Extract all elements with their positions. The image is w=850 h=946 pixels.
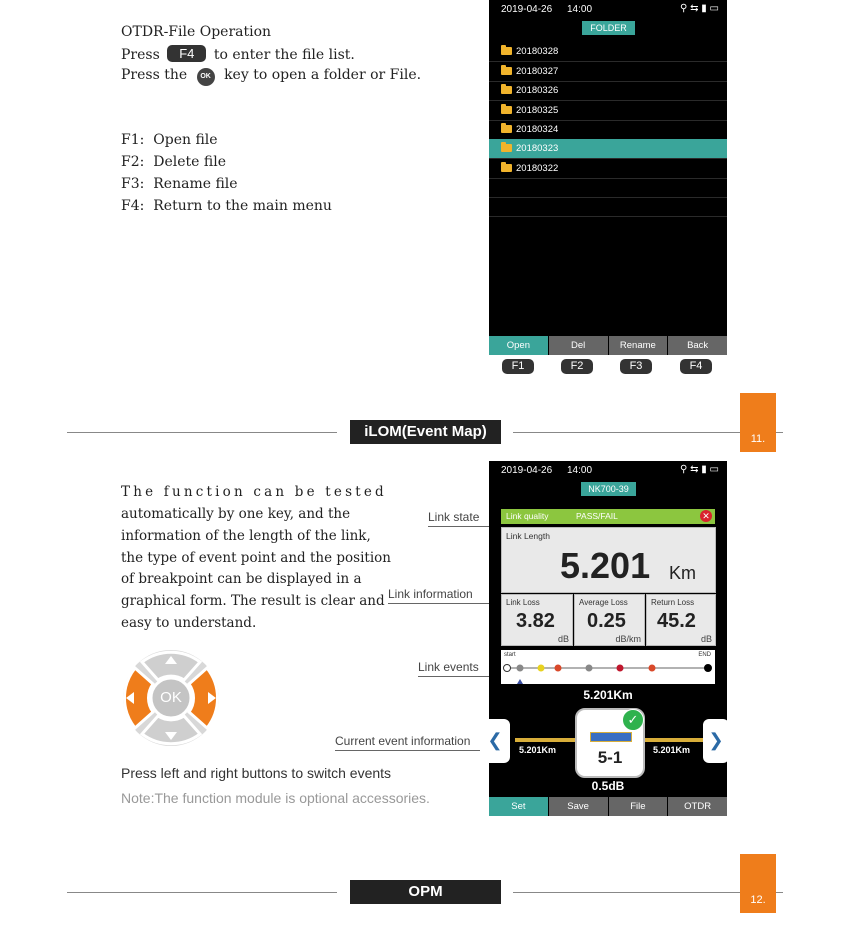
function-label: Rename file (153, 176, 238, 192)
function-key: F2 (121, 154, 140, 170)
status-bar (489, 461, 727, 481)
instruction-text: Press the (121, 67, 188, 83)
status-icons: ⚲ ⇆ ▮ ▭ (680, 3, 719, 14)
folder-name: 20180326 (516, 85, 559, 96)
metric-value: 45.2 (657, 610, 696, 632)
divider-line (67, 432, 337, 433)
metric-label: Average Loss (579, 598, 628, 607)
function-separator: : (139, 198, 145, 214)
link-length-label: Link Length (506, 531, 550, 541)
link-length-panel (501, 527, 716, 593)
description-line: automatically by one key, and the (121, 506, 351, 522)
current-event-marker (517, 679, 523, 684)
fail-icon: ✕ (700, 510, 712, 522)
event-point[interactable] (586, 665, 592, 671)
f2-key[interactable]: F2 (561, 359, 593, 374)
metric-unit: dB (700, 634, 712, 644)
folder-row[interactable] (489, 101, 727, 121)
folder-row[interactable] (489, 62, 727, 82)
dpad-ok-label: OK (160, 689, 182, 706)
callout-line (418, 676, 500, 677)
folder-name: 20180328 (516, 46, 559, 57)
function-key: F4 (121, 198, 140, 214)
callout-line (388, 603, 500, 604)
page-number-11: 11. (740, 393, 776, 452)
instruction-text: key to open a folder or File. (224, 67, 422, 83)
event-point[interactable] (504, 665, 511, 672)
rename-softkey[interactable]: Rename (609, 336, 668, 355)
folder-name: 20180323 (516, 143, 559, 154)
folder-name: 20180322 (516, 163, 559, 174)
instruction-text: to enter the file list. (213, 47, 355, 63)
function-label: Return to the main menu (153, 198, 332, 214)
description-line: the type of event point and the position (121, 550, 391, 566)
otdr-instruction-line1 (121, 45, 355, 63)
switch-events-text: Press left and right buttons to switch events (121, 765, 392, 781)
metric-label: Link Loss (506, 598, 540, 607)
page-number-12: 12. (740, 854, 776, 913)
f4-key-label: F4 (167, 45, 206, 62)
callout-current-event: Current event information (335, 734, 471, 748)
link-length-unit: Km (669, 563, 696, 583)
event-line (501, 650, 715, 684)
del-softkey[interactable]: Del (549, 336, 608, 355)
folder-icon (501, 164, 512, 172)
events-end-label: END (698, 652, 711, 658)
folder-header: FOLDER (582, 21, 635, 35)
status-bar (489, 0, 727, 20)
divider-line (67, 892, 337, 893)
function-label: Open file (153, 132, 218, 148)
average-loss-panel (574, 594, 645, 646)
function-f2 (121, 154, 226, 170)
status-date: 2019-04-26 (501, 4, 553, 15)
f3-key[interactable]: F3 (620, 359, 652, 374)
set-softkey[interactable]: Set (489, 797, 548, 816)
event-point[interactable] (705, 665, 712, 672)
description-line: The function can be tested (121, 484, 387, 500)
function-separator: : (139, 176, 145, 192)
function-key: F3 (121, 176, 140, 192)
metric-unit: dB (557, 634, 569, 644)
folder-name: 20180327 (516, 66, 559, 77)
function-f3 (121, 176, 238, 192)
open-softkey[interactable]: Open (489, 336, 548, 355)
ok-key-icon: OK (197, 68, 215, 86)
next-event-button[interactable]: ❯ (703, 719, 729, 763)
folder-screen (489, 0, 727, 355)
status-icons: ⚲ ⇆ ▮ ▭ (680, 464, 719, 475)
softkey-bar (489, 336, 727, 355)
folder-row[interactable] (489, 42, 727, 62)
folder-name: 20180324 (516, 124, 559, 135)
section-title-opm: OPM (350, 880, 501, 904)
folder-icon (501, 47, 512, 55)
event-id: 5-1 (597, 748, 623, 767)
section-title-ilom: iLOM(Event Map) (350, 420, 501, 444)
callout-link-state: Link state (428, 510, 480, 524)
empty-row (489, 178, 727, 198)
current-distance: 5.201Km (583, 688, 633, 702)
ilom-screen (489, 461, 727, 816)
link-quality-bar (501, 509, 715, 524)
folder-row-selected[interactable] (489, 139, 727, 159)
callout-line (335, 750, 487, 751)
return-loss-panel (646, 594, 716, 646)
event-point[interactable] (555, 665, 561, 671)
metric-value: 0.25 (587, 610, 626, 632)
f4-key[interactable]: F4 (680, 359, 712, 374)
function-f1 (121, 132, 218, 148)
folder-icon (501, 106, 512, 114)
otdr-file-title: OTDR-File Operation (121, 24, 272, 40)
status-time: 14:00 (567, 4, 593, 15)
folder-icon (501, 67, 512, 75)
folder-icon (501, 86, 512, 94)
description-line: easy to understand. (121, 615, 257, 631)
callout-link-events: Link events (418, 660, 479, 674)
pass-check-icon: ✓ (622, 709, 644, 731)
function-label: Delete file (153, 154, 226, 170)
function-key: F1 (121, 132, 140, 148)
metric-unit: dB/km (615, 634, 641, 644)
f1-key[interactable]: F1 (502, 359, 534, 374)
callout-link-information: Link information (388, 587, 473, 601)
instruction-text: Press (121, 47, 160, 63)
otdr-instruction-line2 (121, 67, 421, 86)
note-text: Note:The function module is optional accessories. (121, 790, 430, 806)
folder-row[interactable] (489, 159, 727, 179)
folder-name: 20180325 (516, 105, 559, 116)
folder-row[interactable] (489, 81, 727, 101)
right-distance: 5.201Km (653, 745, 691, 755)
softkey-bar (489, 797, 727, 816)
metric-label: Return Loss (651, 598, 695, 607)
description-line: information of the length of the link, (121, 528, 371, 544)
empty-row (489, 197, 727, 217)
device-label: NK700-39 (581, 482, 636, 496)
event-point[interactable] (617, 665, 623, 671)
status-time: 14:00 (567, 465, 593, 476)
otdr-softkey[interactable]: OTDR (668, 797, 727, 816)
description-line: graphical form. The result is clear and (121, 593, 385, 609)
connector-icon (590, 732, 632, 742)
event-point[interactable] (517, 665, 523, 671)
description-line: of breakpoint can be displayed in a (121, 571, 362, 587)
back-softkey[interactable]: Back (668, 336, 727, 355)
function-f4 (121, 198, 332, 214)
metric-value: 3.82 (516, 610, 555, 632)
function-separator: : (139, 154, 145, 170)
left-distance: 5.201Km (519, 745, 557, 755)
folder-row[interactable] (489, 120, 727, 140)
event-loss: 0.5dB (591, 779, 625, 793)
folder-icon (501, 125, 512, 133)
link-length-value: 5.201 (560, 545, 651, 586)
link-quality-value: PASS/FAIL (576, 511, 618, 521)
function-separator: : (139, 132, 145, 148)
event-point[interactable] (649, 665, 655, 671)
link-quality-label: Link quality (506, 511, 549, 521)
link-loss-panel (501, 594, 573, 646)
save-softkey[interactable]: Save (549, 797, 608, 816)
prev-event-button[interactable]: ❮ (480, 719, 510, 763)
link-events-map (501, 650, 715, 684)
folder-icon (501, 144, 512, 152)
event-point[interactable] (538, 665, 544, 671)
status-date: 2019-04-26 (501, 465, 553, 476)
file-softkey[interactable]: File (609, 797, 668, 816)
events-start-label: start (504, 652, 516, 658)
